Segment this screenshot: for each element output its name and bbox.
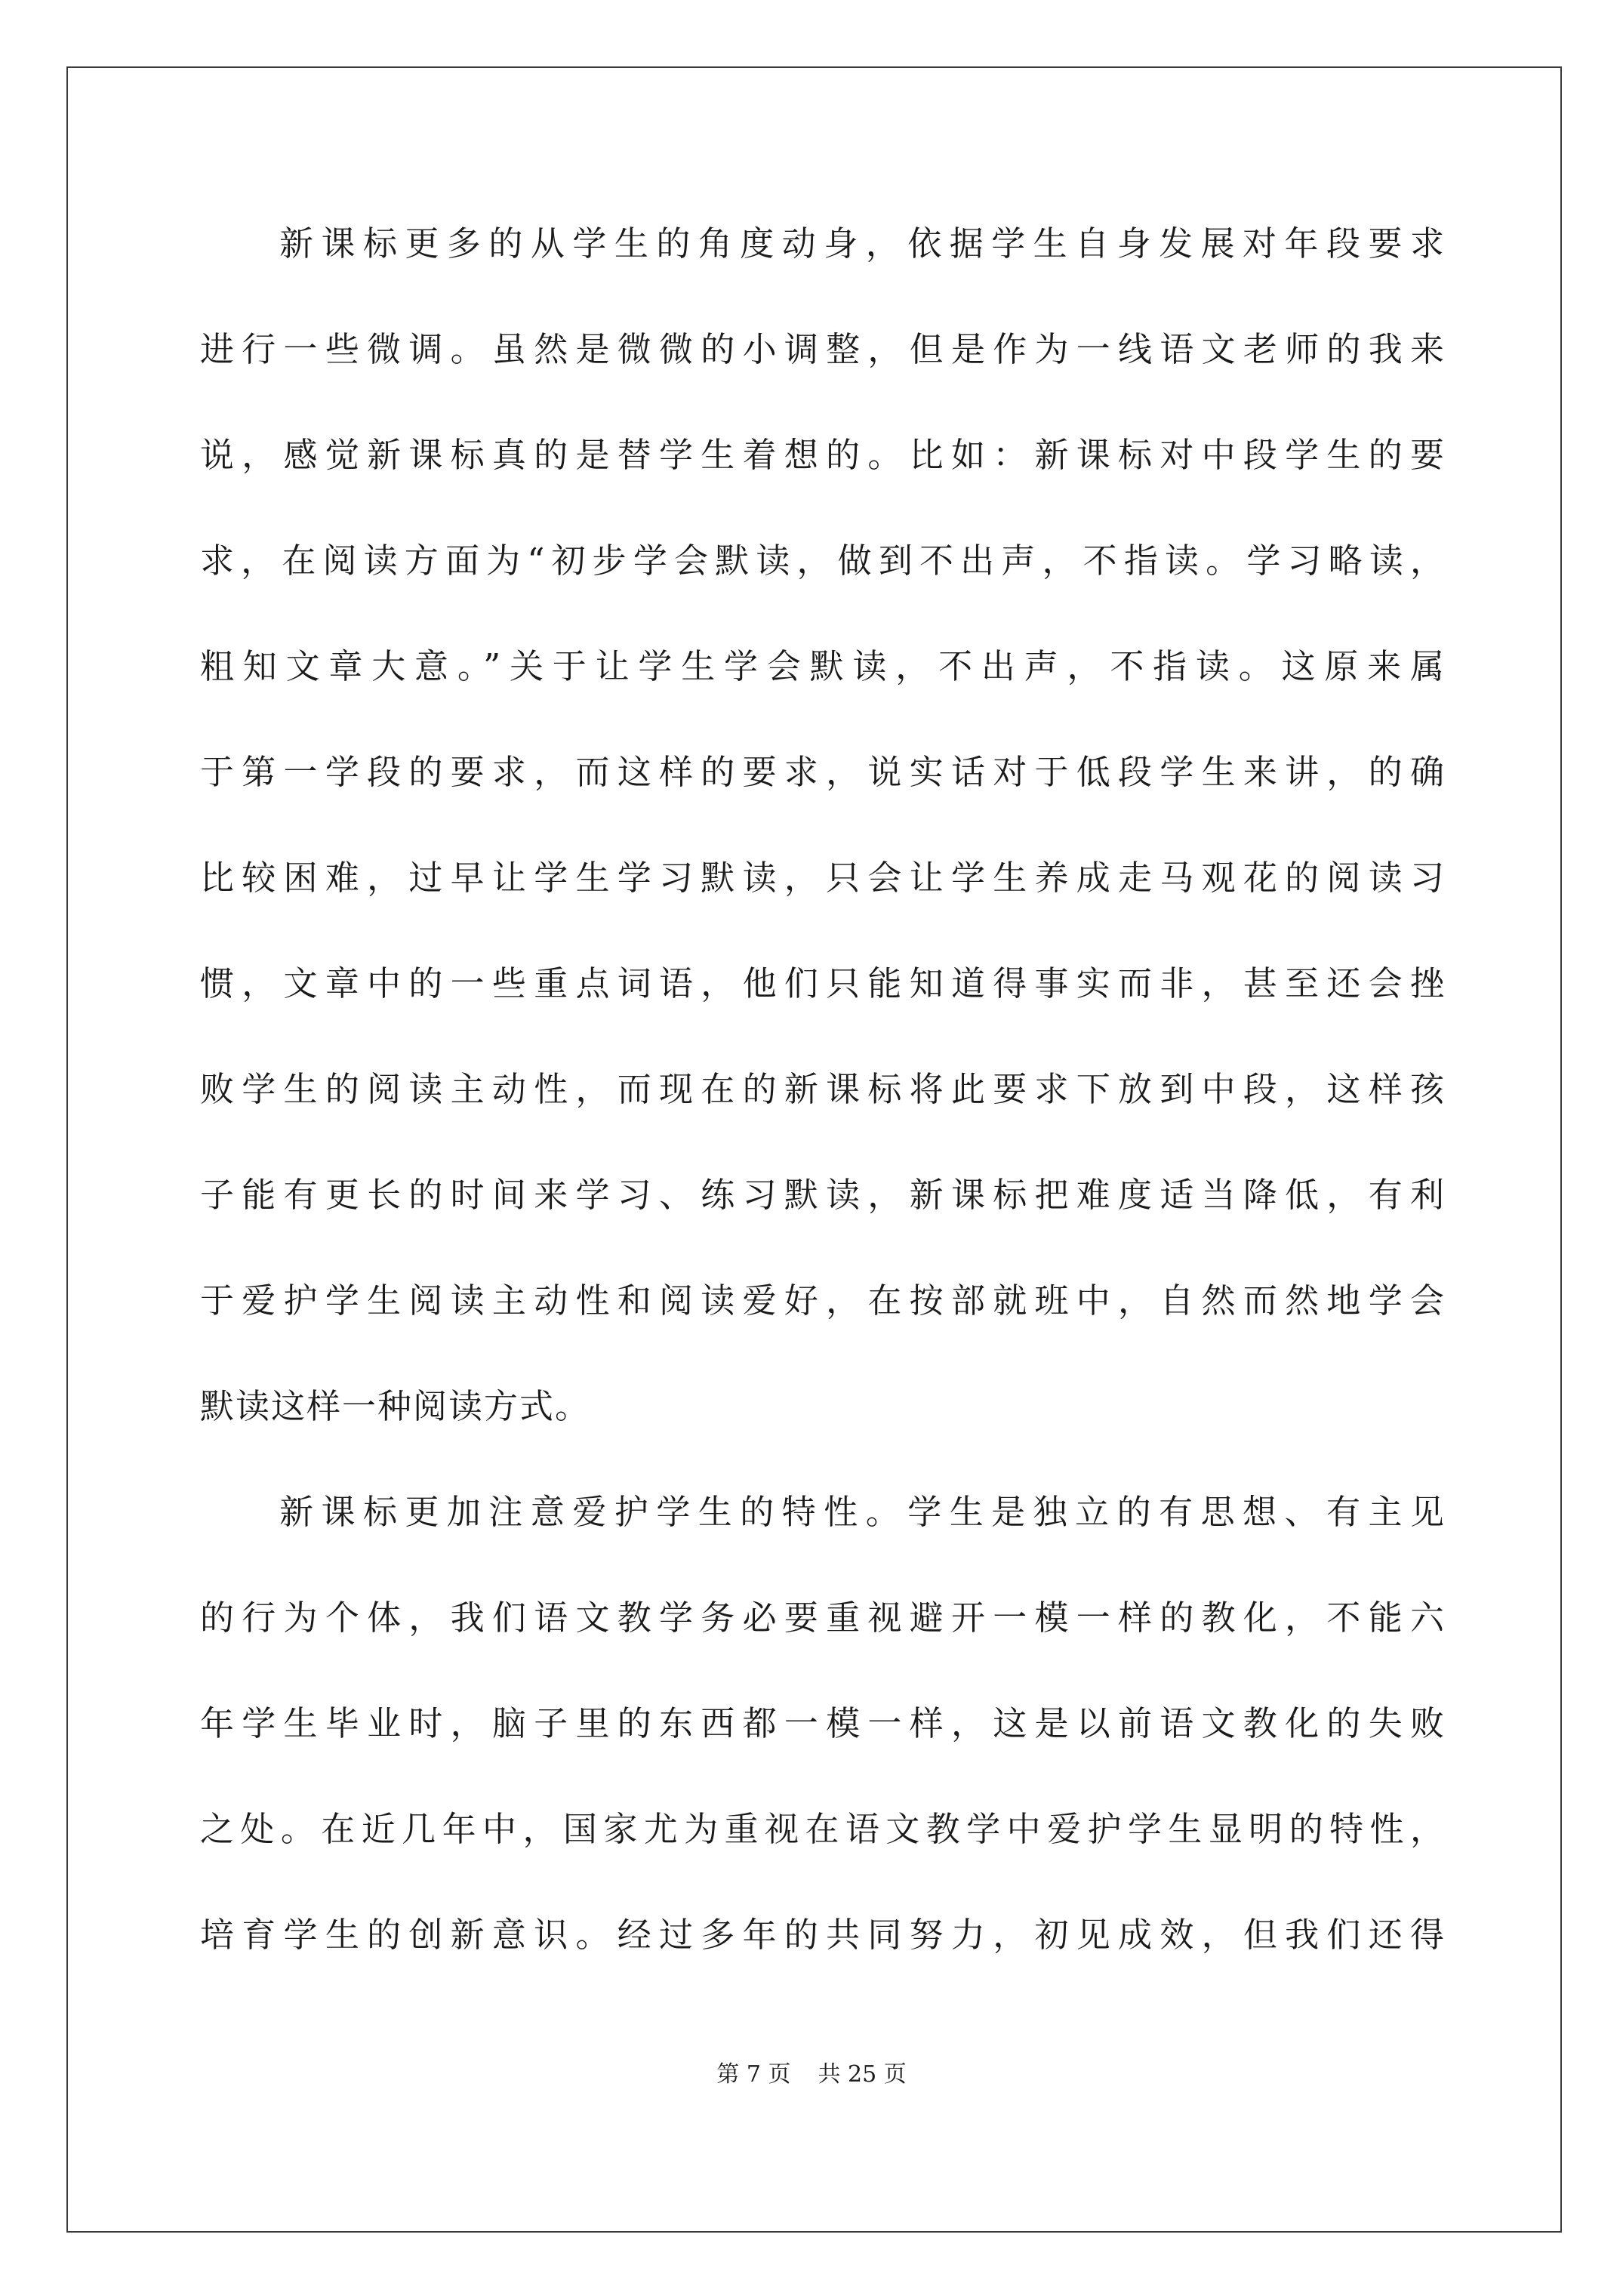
text-line: 比较困难，过早让学生学习默读，只会让学生养成走马观花的阅读习: [200, 858, 1446, 898]
text-line: 培育学生的创新意识。经过多年的共同努力，初见成效，但我们还得: [200, 1915, 1446, 1955]
text-line: 败学生的阅读主动性，而现在的新课标将此要求下放到中段，这样孩: [200, 1069, 1446, 1109]
text-line: 年学生毕业时，脑子里的东西都一模一样，这是以前语文教化的失败: [200, 1703, 1446, 1743]
text-line: 新课标更加注意爱护学生的特性。学生是独立的有思想、有主见: [279, 1492, 1446, 1532]
text-line: 新课标更多的从学生的角度动身，依据学生自身发展对年段要求: [279, 223, 1446, 264]
text-line: 的行为个体，我们语文教学务必要重视避开一模一样的教化，不能六: [200, 1598, 1446, 1638]
page-border: [66, 66, 1562, 2233]
text-line: 说，感觉新课标真的是替学生着想的。比如：新课标对中段学生的要: [200, 435, 1446, 475]
text-line: 惯，文章中的一些重点词语，他们只能知道得事实而非，甚至还会挫: [200, 963, 1446, 1003]
text-line: 之处。在近几年中，国家尤为重视在语文教学中爱护学生显明的特性，: [200, 1809, 1446, 1849]
text-line: 于爱护学生阅读主动性和阅读爱好，在按部就班中，自然而然地学会: [200, 1281, 1446, 1321]
page-number-current: 第 7 页: [716, 2061, 791, 2088]
text-line: 粗知文章大意。”关于让学生学会默读，不出声，不指读。这原来属: [200, 646, 1446, 686]
text-line: 进行一些微调。虽然是微微的小调整，但是作为一线语文老师的我来: [200, 329, 1446, 369]
text-line: 默读这样一种阅读方式。: [200, 1386, 591, 1426]
page-footer: [0, 2060, 1623, 2090]
page-number-total: 共 25 页: [818, 2061, 907, 2088]
text-line: 于第一学段的要求，而这样的要求，说实话对于低段学生来讲，的确: [200, 752, 1446, 792]
text-line: 求，在阅读方面为“初步学会默读，做到不出声，不指读。学习略读，: [200, 541, 1446, 581]
text-line: 子能有更长的时间来学习、练习默读，新课标把难度适当降低，有利: [200, 1175, 1446, 1215]
